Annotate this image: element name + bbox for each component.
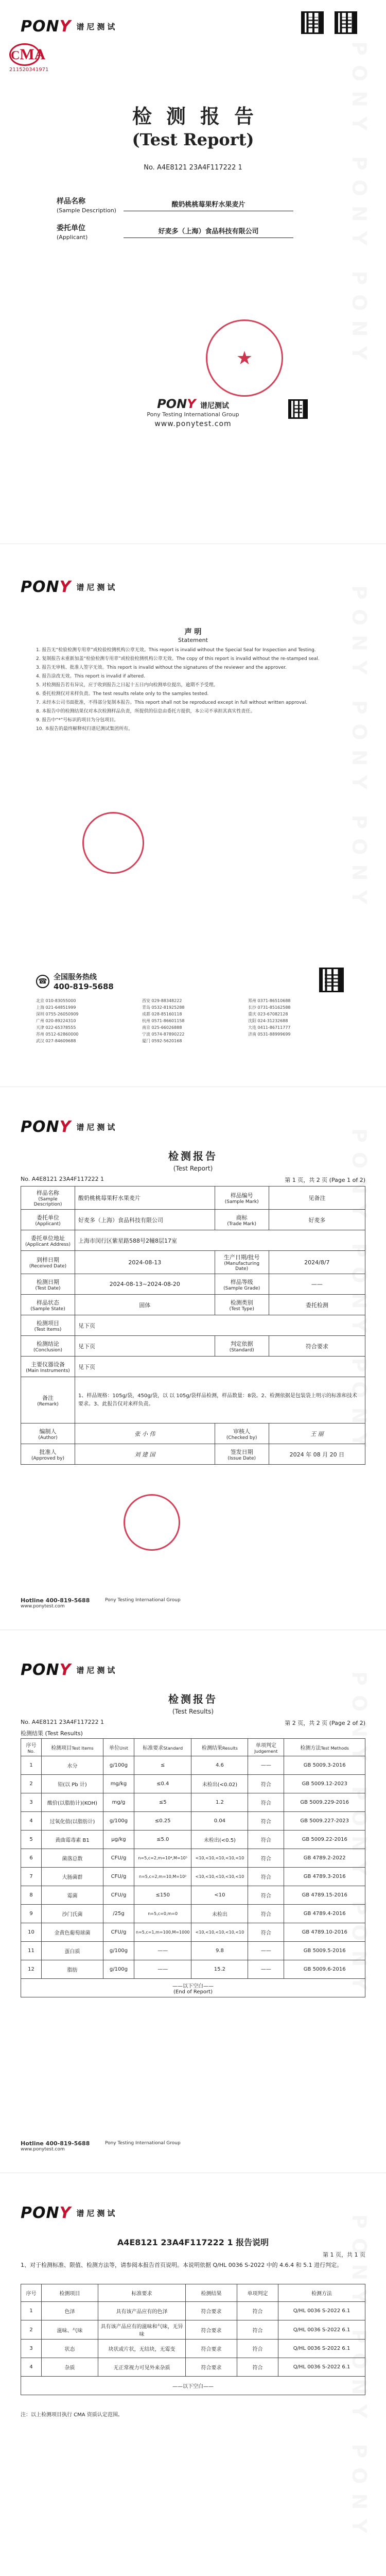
table-row: 2 滋味、气味 具有该产品应有的滋味和气味，无异味 符合要求 符合 Q/HL 0036 S-2022 6.1 bbox=[21, 2320, 365, 2340]
page-footer: Hotline 400-819-5688 www.ponytest.com Pony Testing International Group bbox=[21, 1597, 181, 1609]
phone-icon: ☎ bbox=[36, 975, 49, 988]
client-value: 好麦多（上海）食品科技有限公司 bbox=[124, 226, 293, 238]
table-header-row: 序号No. 检测项目Test Items 单位Unit 标准要求Standard 检测结果Results 单项判定Judgement 检测方法Test Methods bbox=[21, 1739, 365, 1756]
results-table bbox=[21, 1738, 365, 1997]
table-row: 11 蛋白质 g/100g —— 9.8 —— GB 5009.5-2016 bbox=[21, 1942, 365, 1960]
report-number: No. A4E8121 23A4F117222 1 bbox=[144, 164, 242, 172]
table-row: 到样日期 (Received Date) 2024-08-13 生产日期/批号 (Manufacturing Date) 2024/8/7 bbox=[21, 1251, 365, 1274]
pony-logo: PONY 谱尼测试 bbox=[21, 578, 118, 596]
cma-number: 211520341971 bbox=[9, 67, 49, 73]
table-row: 主要仪器设备 (Main Instruments) 见下页 bbox=[21, 1357, 365, 1377]
table-row: 6 菌落总数 CFU/g n=5,c=2,m=10⁴,M=10⁵ <10,<10,<10,<10,<10 符合 GB 4789.2-2022 bbox=[21, 1849, 365, 1868]
table-row: 5 黄曲霉毒素 B1 μg/kg ≤5.0 未检出(<0.5) 符合 GB 5009.22-2016 bbox=[21, 1831, 365, 1849]
report-info-table bbox=[21, 1186, 365, 1465]
watermark bbox=[350, 41, 371, 369]
table-row: 4 过氧化值(以脂肪计) g/100g ≤0.25 0.04 符合 GB 5009.227-2023 bbox=[21, 1812, 365, 1831]
results-caption: 检测结果 (Test Results) bbox=[21, 1730, 83, 1737]
qr-code-icon bbox=[301, 11, 324, 34]
page-footer: Hotline 400-819-5688 www.ponytest.com Pony Testing International Group bbox=[21, 2140, 181, 2152]
statement-body: 1. 报告无“检验检测专用章”或检验检测机构公章无效。This report is invalid without the Special Seal for Inspection and Testing. 2. 复制报告未重新加盖“检验检测专用章”或检验检测机构公章无效。The copy of this report is invalid without the re-stamped seal. 3. 报告无审核、批准人签字无效。This report is invalid without the signatures of the reviewer and the approver. 4. 报告涂改无效。This report is invalid if altered. 5. 对检测报告若有异议，应于收到报告之日起十五日内向检测单位提出，逾期不予受理。 6. 委托检测仅对来样负责。The test results relate only to the samples tested. 7. 未经本公司书面批准，不得部分复制本报告。This report shall not be reproduced except in full without written approval. 8. 本报告中的检测结果仅对本次检测样品负责，所提供的信息由委托方提供，本公司不承担其真实性责任。 9. 报告中“*”号标识的项目为分包项目。 10. 本报告的最终解释权归谱尼测试集团所有。 bbox=[36, 648, 320, 732]
table-row: 1 水分 g/100g ≤ 4.6 —— GB 5009.3-2016 bbox=[21, 1756, 365, 1775]
sample-label: 样品名称 (Sample Description) bbox=[57, 197, 116, 214]
pony-logo: PONY 谱尼测试 bbox=[21, 1118, 118, 1136]
report-meta: No. A4E8121 23A4F117222 1 第 2 页，共 2 页 (Page 2 of 2) bbox=[21, 1719, 365, 1726]
report-heading: 检测报告 (Test Results) bbox=[168, 1693, 218, 1715]
branch-list: 北京 010-83055000 上海 021-64851999 深圳 0755-26050909 广州 020-89224310 天津 022-65378555 苏州 0512-62860000 武汉 027-84609688 西安 029-88348222 青岛 0532-81925288 成都 028-85160118 杭州 0571-86601158 南京 025-66026888 宁波 0574-87890222 厦门 0592-5620168 郑州 0371-86510688 长沙 0731-85162588 重庆 023-67082128 沈阳 024-31232688 大连 0411-86711777 济南 0531-88999699 bbox=[36, 998, 291, 1043]
table-row: ——以下空白—— (End of Report) bbox=[21, 1979, 365, 1997]
table-row: 2 铅(以 Pb 计) mg/kg ≤0.4 未检出(<0.02) 符合 GB 5009.12-2023 bbox=[21, 1775, 365, 1793]
report-title-en: (Test Report) bbox=[132, 130, 254, 149]
table-row: 样品状态 (Sample State) 固体 检测类别 (Test Type) 委托检测 bbox=[21, 1295, 365, 1315]
cma-mark: CMA 211520341971 bbox=[9, 43, 42, 73]
statement-title: 声 明 Statement bbox=[178, 628, 208, 643]
pony-logo: PONY 谱尼测试 bbox=[21, 18, 118, 36]
client-label: 委托单位 (Applicant) bbox=[57, 224, 88, 241]
qr-code-icon bbox=[319, 968, 344, 992]
hotline: ☎ 全国服务热线 400-819-5688 bbox=[36, 972, 114, 991]
sample-value: 酸奶桃桃莓果籽水果麦片 bbox=[124, 199, 293, 211]
table-row: 批准人 (Approved by) 刘 建 国 签发日期 (Issue Date) 2024 年 08 月 20 日 bbox=[21, 1444, 365, 1465]
table-row: 样品名称 (Sample Description) 酸奶桃桃莓果籽水果麦片 样品编号 (Sample Mark) 见备注 bbox=[21, 1187, 365, 1210]
note-heading: A4E8121 23A4F117222 1 报告说明 bbox=[117, 2238, 269, 2247]
table-row: 10 金黄色葡萄球菌 CFU/g n=5,c=1,m=100,M=1000 <10,<10,<10,<10,<10 符合 GB 4789.10-2016 bbox=[21, 1923, 365, 1942]
table-row: 3 状态 块状或片状，无结块，无霉变 符合要求 符合 Q/HL 0036 S-2022 6.1 bbox=[21, 2340, 365, 2358]
report-page-1 bbox=[0, 1087, 386, 1630]
official-stamp: ★ bbox=[206, 319, 283, 397]
report-page-2 bbox=[0, 1630, 386, 2173]
table-row: 7 大肠菌群 CFU/g n=5,c=2,m=10,M=10² <10,<10,<10,<10,<10 符合 GB 4789.3-2016 bbox=[21, 1868, 365, 1886]
pony-logo: PONY 谱尼测试 bbox=[21, 2204, 118, 2222]
table-row: 检测项目 (Test Items) 见下页 bbox=[21, 1315, 365, 1336]
table-header-row: 序号 检测项目 标准要求 检测结果 单项判定 检测方法 bbox=[21, 2284, 365, 2302]
report-title-cn: 检测报告 bbox=[132, 105, 268, 128]
table-row: 检测结论 (Conclusion) 见下页 判定依据 (Standard) 符合要求 bbox=[21, 1336, 365, 1357]
note-intro: 1、对于检测标准、限值、检测方法等，请参阅本报告首页说明。本说明依据 Q/HL 0036 S-2022 中的 4.6.4 和 5.1 进行判定。 bbox=[21, 2262, 343, 2268]
cover-footer: PONY 谱尼测试 Pony Testing International Group www.ponytest.com bbox=[147, 397, 239, 428]
note-page: 第 1 页，共 1 页 bbox=[323, 2251, 365, 2258]
table-row: 1 色泽 具有该产品应有的色泽 符合要求 符合 Q/HL 0036 S-2022 6.1 bbox=[21, 2302, 365, 2320]
qr-code-icon bbox=[288, 399, 308, 419]
official-stamp bbox=[82, 812, 144, 874]
qr-code-icon bbox=[335, 11, 357, 34]
report-heading: 检测报告 (Test Report) bbox=[168, 1150, 218, 1172]
brand-cn-name: 谱尼测试 bbox=[76, 22, 118, 31]
table-row: 8 霉菌 CFU/g ≤150 <10 符合 GB 4789.15-2016 bbox=[21, 1886, 365, 1905]
statement-page bbox=[0, 544, 386, 1087]
table-row: 检测日期 (Test Date) 2024-08-13~2024-08-20 样品等级 (Sample Grade) —— bbox=[21, 1274, 365, 1295]
table-row: 编制人 (Author) 张 小 伟 审核人 (Checked by) 王 丽 bbox=[21, 1423, 365, 1444]
report-note-page bbox=[0, 2173, 386, 2576]
table-row: 4 杂质 无正常视力可见外来杂质 符合要求 符合 Q/HL 0036 S-2022 6.1 bbox=[21, 2358, 365, 2377]
table-row: 3 酸价(以脂肪计)(KOH) mg/g ≤5 1.2 符合 GB 5009.229-2016 bbox=[21, 1793, 365, 1812]
official-stamp bbox=[124, 1494, 180, 1551]
table-row: 12 脂肪 g/100g —— 15.2 —— GB 5009.6-2016 bbox=[21, 1960, 365, 1979]
report-meta: No. A4E8121 23A4F117222 1 第 1 页，共 2 页 (Page 1 of 2) bbox=[21, 1176, 365, 1183]
note-footer: 注：以上检测项目执行 CMA 资质认定范围。 bbox=[21, 2412, 123, 2418]
table-row: ——以下空白—— bbox=[21, 2377, 365, 2395]
pony-logo: PONY 谱尼测试 bbox=[21, 1661, 118, 1679]
note-table bbox=[21, 2284, 365, 2395]
table-row: 委托单位地址 (Applicant Address) 上海市闵行区紫星路588号2幢8层17室 bbox=[21, 1230, 365, 1251]
table-row: 备注 (Remark) 1、样品规格：105g/袋，450g/袋，以 以 105g/袋样品检测，样品数量：8袋。2、检测依据是包装袋上明示的标准和技术要求。3、此报告仅对来样负责。 bbox=[21, 1377, 365, 1423]
cover-page bbox=[0, 0, 386, 544]
table-row: 委托单位 (Applicant) 好麦多（上海）食品科技有限公司 商标 (Trade Mark) 好麦多 bbox=[21, 1210, 365, 1230]
table-row: 9 沙门氏菌 /25g n=5,c=0,m=0 未检出 符合 GB 4789.4-2016 bbox=[21, 1905, 365, 1923]
